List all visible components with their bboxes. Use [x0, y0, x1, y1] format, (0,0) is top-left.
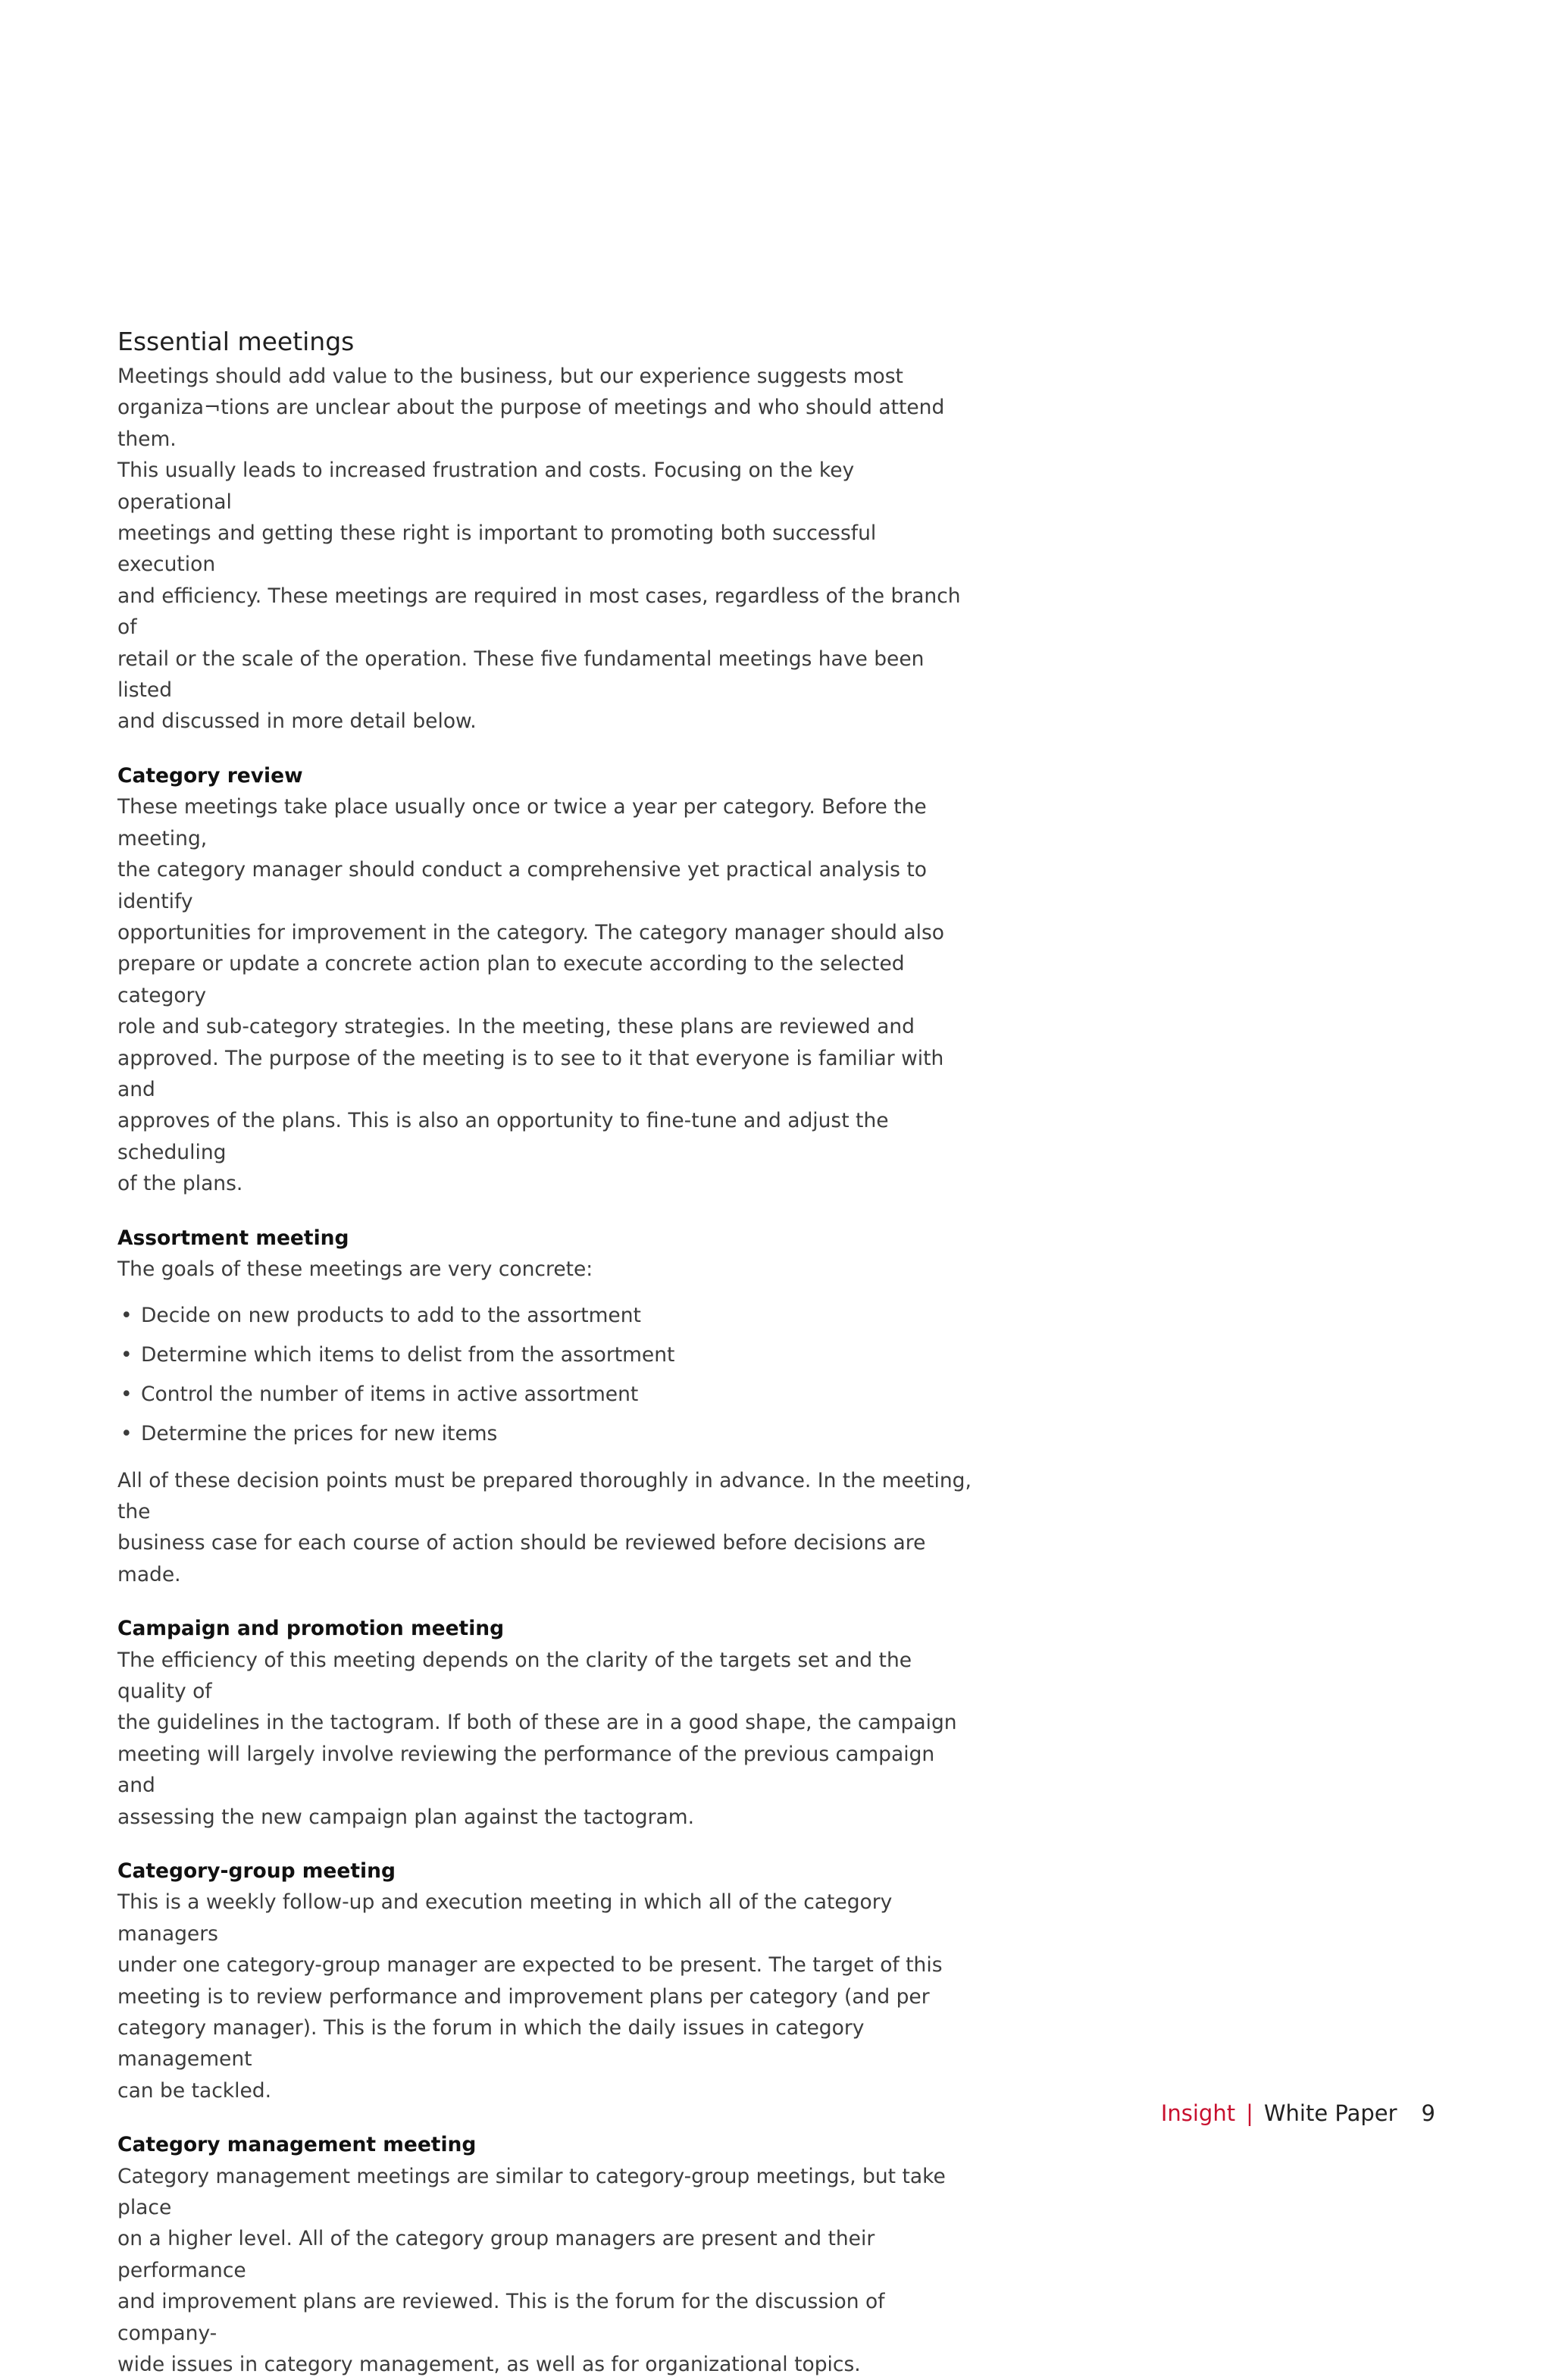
- category-review-paragraph: These meetings take place usually once or twice a year per category. Before the meeting, the category manager should conduct a comprehensive yet practical analysis to identify opportunities for improvement in the category. The category manager should also prepare or update a concrete action plan to execute according to the selected category role and sub-category strategies. In the meeting, these plans are reviewed and approved. The purpose of the meeting is to see to it that everyone is familiar with and approves of the plans. This is also an opportunity to fine-tune and adjust the scheduling of the plans.: [117, 795, 944, 1196]
- assortment-closing-paragraph: All of these decision points must be prepared thoroughly in advance. In the meeting, the business case for each course of action should be reviewed before decisions are made.: [117, 1468, 972, 1586]
- page-number: 9: [1421, 2100, 1435, 2126]
- category-management-heading: Category management meeting: [117, 2133, 477, 2157]
- list-item-text: Determine which items to delist from the assortment: [141, 1343, 675, 1367]
- list-item: [117, 1379, 974, 1410]
- campaign-meeting-paragraph: The efficiency of this meeting depends on the clarity of the targets set and the quality of the guidelines in the tactogram. If both of these are in a good shape, the campaign meeting will largely involve reviewing the performance of the previous campaign and assessing the new campaign plan against the tactogram.: [117, 1648, 957, 1829]
- assortment-meeting-heading: Assortment meeting: [117, 1226, 349, 1250]
- category-review-heading: Category review: [117, 763, 303, 788]
- list-item: [117, 1300, 974, 1331]
- page-footer: [1161, 2098, 1435, 2128]
- bullet-icon: •: [120, 1422, 133, 1446]
- page-title: Essential meetings: [117, 327, 355, 356]
- footer-separator: |: [1246, 2100, 1253, 2126]
- bullet-icon: •: [120, 1383, 133, 1407]
- intro-paragraph: Meetings should add value to the business, but our experience suggests most organiza¬tions are unclear about the purpose of meetings and who should attend them. This usually leads to increased frustration and costs. Focusing on the key operational meetings and getting these right is important to promoting both successful execution and efficiency. These meetings are required in most cases, regardless of the branch of retail or the scale of the operation. These five fundamental meetings have been listed and discussed in more detail below.: [117, 365, 961, 734]
- list-item: [117, 1339, 974, 1370]
- assortment-lead-paragraph: The goals of these meetings are very concrete:: [117, 1257, 593, 1281]
- footer-doc-type: White Paper: [1263, 2100, 1397, 2126]
- footer-brand: Insight: [1160, 2100, 1236, 2126]
- campaign-meeting-heading: Campaign and promotion meeting: [117, 1617, 505, 1641]
- list-item-text: Determine the prices for new items: [141, 1422, 498, 1446]
- category-management-paragraph: Category management meetings are similar to category-group meetings, but take place on a higher level. All of the category group managers are present and their performance and improvement plans are reviewed. This is the forum for the discussion of company- wide issues in category management, as well as for organizational topics.: [117, 2164, 946, 2377]
- category-group-heading: Category-group meeting: [117, 1859, 396, 1883]
- bullet-icon: •: [120, 1343, 133, 1367]
- category-group-paragraph: This is a weekly follow-up and execution meeting in which all of the category managers under one category-group manager are expected to be present. The target of this meeting is to review performance and improvement plans per category (and per category manager). This is the forum in which the daily issues in category management can be tackled.: [117, 1890, 943, 2103]
- list-item-text: Decide on new products to add to the assortment: [141, 1304, 641, 1328]
- list-item: [117, 1418, 974, 1449]
- main-content: [117, 326, 974, 2380]
- list-item-text: Control the number of items in active assortment: [141, 1383, 639, 1407]
- bullet-icon: •: [120, 1304, 133, 1328]
- assortment-goals-list: [117, 1300, 974, 1449]
